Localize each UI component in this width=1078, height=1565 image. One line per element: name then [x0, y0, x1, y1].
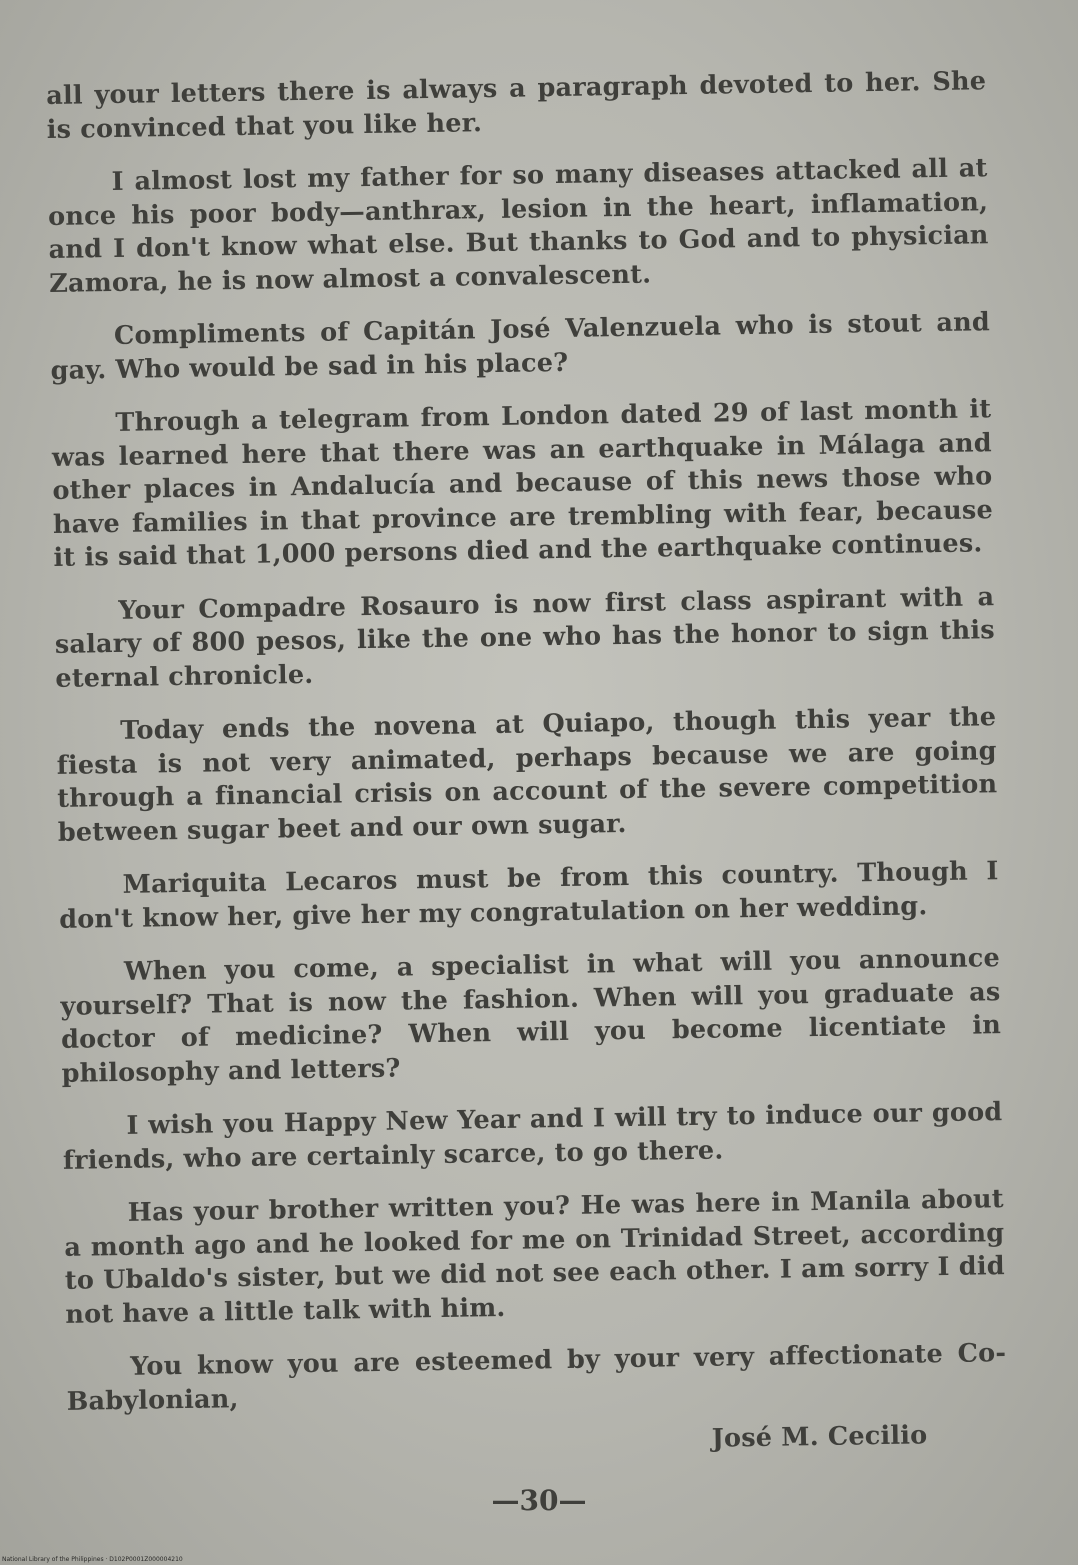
paragraph-continuation: all your letters there is always a paragraph devoted to her. She is convinced that you like her.: [46, 66, 987, 145]
paragraph-new-year: I wish you Happy New Year and I will try to induce our good friends, who are certainly scarce, to go there.: [62, 1097, 1003, 1176]
signature: José M. Cecilio: [711, 1420, 928, 1454]
paragraph-brother: Has your brother written you? He was here in Manila about a month ago and he looked for me on Trinidad Street, according to Ubaldo's sister, but we did not see each other. I am sorry I did not have a little talk with him.: [64, 1184, 1005, 1330]
paragraph-earthquake: Through a telegram from London dated 29 of last month it was learned here that there was an earthquake in Málaga and other places in Andalucía and because of this news those who have families in that province are trembling with fear, because it is said that 1,000 persons died and the earthquake continues.: [51, 394, 994, 573]
paragraph-mariquita: Mariquita Lecaros must be from this country. Though I don't know her, give her my congratulation on her wedding.: [58, 856, 999, 935]
paragraph-rosauro: Your Compadre Rosauro is now first class aspirant with a salary of 800 pesos, like the one who has the honor to sign this eternal chronicle.: [54, 581, 995, 694]
paragraph-compliments: Compliments of Capitán José Valenzuela who is stout and gay. Who would be sad in his place?: [50, 307, 991, 386]
page-number: —30—: [491, 1484, 587, 1517]
paragraph-closing: You know you are esteemed by your very affectionate Co-Babylonian,: [66, 1338, 1007, 1417]
letter-body: [46, 65, 1008, 1486]
paragraph-father-illness: I almost lost my father for so many diseases attacked all at once his poor body—anthrax, lesion in the heart, inflamation, and I don't know what else. But thanks to God and to physician Zamora, he is now almost a convalescent.: [47, 153, 989, 299]
paragraph-specialist: When you come, a specialist in what will you announce yourself? That is now the fashion. When will you graduate as doctor of medicine? When will you become licentiate in philosophy and letters?: [60, 943, 1002, 1089]
footer-credit: National Library of the Philippines · D102P0001Z000004210: [2, 1556, 183, 1563]
paragraph-novena: Today ends the novena at Quiapo, though this year the fiesta is not very animated, perhaps because we are going through a financial crisis on account of the severe competition between sugar beet and our own sugar.: [56, 702, 998, 848]
